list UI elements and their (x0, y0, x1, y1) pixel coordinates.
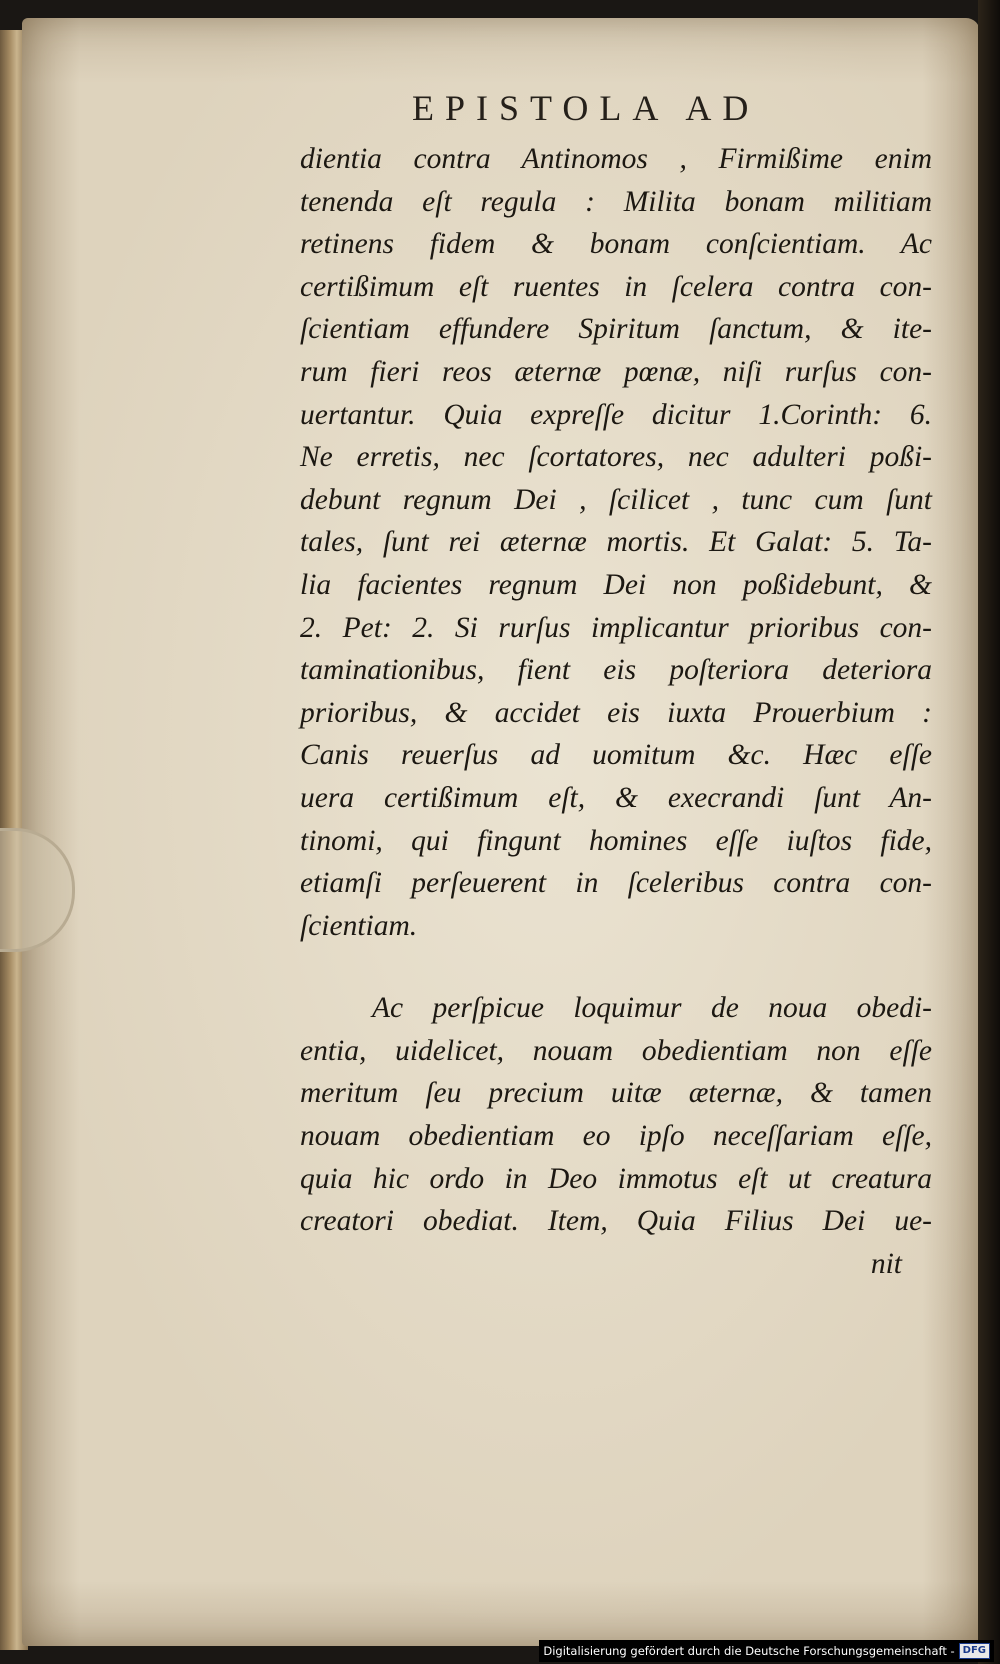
text-line: Ac perſpicue loquimur de noua obedi- (372, 992, 932, 1025)
text-line: lia facientes regnum Dei non poßidebunt, & (300, 568, 932, 601)
text-line: certißimum eſt ruentes in ſcelera contra con- (300, 270, 932, 303)
text-line: tales, ſunt rei æternæ mortis. Et Galat: 5. Ta- (300, 526, 932, 559)
text-line: etiamſi perſeuerent in ſceleribus contra con- (300, 867, 932, 900)
text-line: 2. Pet: 2. Si rurſus implicantur prioribus con- (300, 611, 932, 644)
text-line: Canis reuerſus ad uomitum &c. Hæc eſſe (300, 739, 932, 772)
text-line: nouam obedientiam eo ipſo neceſſariam eſſe, (300, 1120, 932, 1153)
text-line: entia, uidelicet, nouam obedientiam non eſſe (300, 1034, 932, 1067)
text-block (300, 84, 932, 1285)
paragraph-gap (300, 947, 932, 987)
text-line: tinomi, qui fingunt homines eſſe iuſtos fide, (300, 824, 932, 857)
text-line: quia hic ordo in Deo immotus eſt ut creatura (300, 1162, 932, 1195)
text-line: prioribus, & accidet eis iuxta Prouerbium : (300, 696, 932, 729)
text-line: retinens fidem & bonam conſcientiam. Ac (300, 228, 932, 261)
text-line: dientia contra Antinomos , Firmißime enim (300, 143, 932, 175)
text-line: taminationibus, fient eis poſteriora deteriora (300, 654, 932, 687)
paragraph-2 (300, 987, 932, 1243)
catchword: nit (870, 1247, 902, 1280)
text-line: ſcientiam effundere Spiritum ſanctum, & ite- (300, 313, 932, 346)
text-line: tenenda eſt regula : Milita bonam militiam (300, 185, 932, 218)
text-line: uera certißimum eſt, & execrandi ſunt An- (300, 781, 932, 814)
text-line: meritum ſeu precium uitæ æternæ, & tamen (300, 1077, 932, 1110)
dfg-logo-icon: DFG (959, 1643, 990, 1659)
text-line: creatori obediat. Item, Quia Filius Dei ue- (300, 1205, 932, 1238)
paragraph-1 (300, 138, 932, 947)
text-line: Ne erretis, nec ſcortatores, nec adulteri poßi- (300, 441, 932, 474)
text-line: ſcientiam. (300, 909, 418, 942)
credit-text: Digitalisierung gefördert durch die Deutsche Forschungsgemeinschaft - (543, 1644, 955, 1658)
text-line: uertantur. Quia expreſſe dicitur 1.Corinth: 6. (300, 398, 932, 431)
running-head: EPISTOLA AD (412, 88, 760, 128)
text-line: debunt regnum Dei , ſcilicet , tunc cum ſunt (300, 483, 932, 516)
fore-edge (978, 0, 1000, 1664)
text-line: rum fieri reos æternæ pœnæ, niſi rurſus con- (300, 355, 932, 388)
digitization-credit (539, 1640, 994, 1662)
